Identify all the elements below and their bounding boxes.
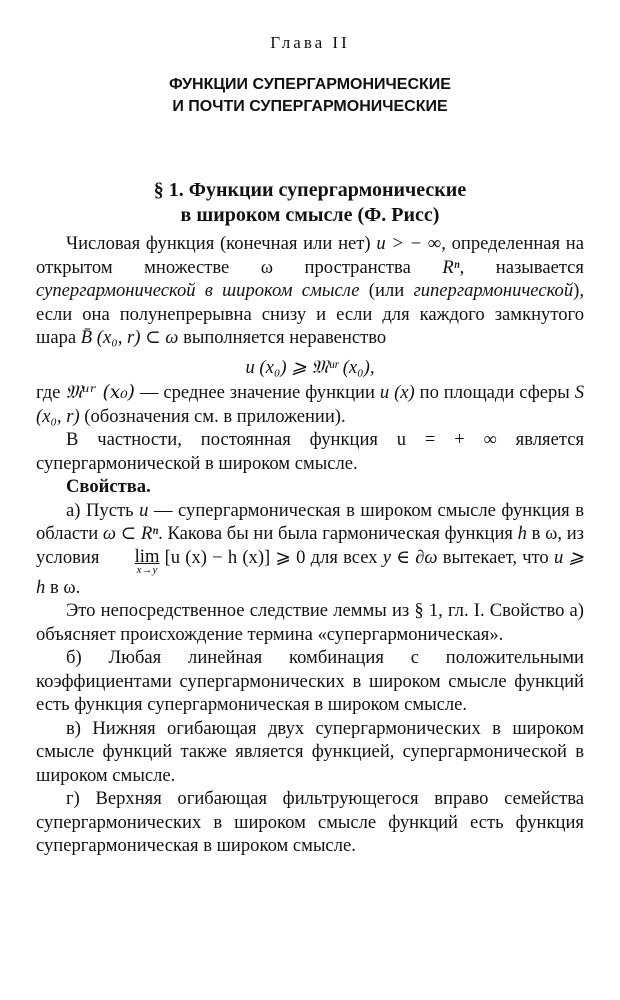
paragraph-constant-function: В частности, постоянная функция u = + ∞ является супергармонической в широком смысле. [36,429,584,474]
chapter-title-line-2: И ПОЧТИ СУПЕРГАРМОНИЧЕСКИЕ [172,98,448,115]
section-title-line-1: § 1. Функции супергармонические [153,179,467,201]
paragraph-lemma-note: Это непосредственное следствие леммы из § 1, гл. I. Свойство а) объясняет происхождение термина «супергармоническая». [36,600,584,645]
formula-inequality: u (x₀) ⩾ 𝔐ᵘʳ (x₀), [245,356,375,378]
paragraph-definition: Числовая функция (конечная или нет) u > − ∞, определенная на открытом множестве ω пространства Rⁿ, называется супергармонической в широком смысле (или гипергармонической), если она полунепрерывна снизу и если для каждого замкнутого шара B̄ (x₀, r) ⊂ ω выполняется неравенство [36,233,585,348]
chapter-title [0,74,620,118]
section-title [0,178,620,228]
properties-heading: Свойства. [66,476,151,497]
chapter-title-line-1: ФУНКЦИИ СУПЕРГАРМОНИЧЕСКИЕ [169,76,451,93]
body-text [36,232,584,858]
chapter-label: Глава II [270,33,350,52]
section-title-line-2: в широком смысле (Ф. Рисс) [180,204,440,226]
lim-operator: lim x→y [134,545,160,576]
property-v: в) Нижняя огибающая двух супергармонических в широком смысле функций также является функцией, супергармонической в широком смысле. [36,717,584,786]
property-g: г) Верхняя огибающая фильтрующегося вправо семейства супергармонических в широком смысле функций есть функция супергармоническая в широком смысле. [36,788,584,856]
property-a: а) Пусть u — супергармоническая в широком смысле функция в области ω ⊂ Rⁿ. Какова бы ни была гармоническая функция h в ω, из условия lim x→y [u (x) − h (x)] ⩾ 0 для всех y ∈ ∂ω вытекает, что u ⩾ h в ω. [36,499,585,598]
paragraph-mean-value: где 𝔐ᵘʳ (x₀) — среднее значение функции u (x) по площади сферы S (x₀, r) (обозначения см. в приложении). [36,382,584,427]
property-b: б) Любая линейная комбинация с положительными коэффициентами супергармонических в широком смысле функций есть функция супергармоническая в широком смысле. [36,647,584,715]
